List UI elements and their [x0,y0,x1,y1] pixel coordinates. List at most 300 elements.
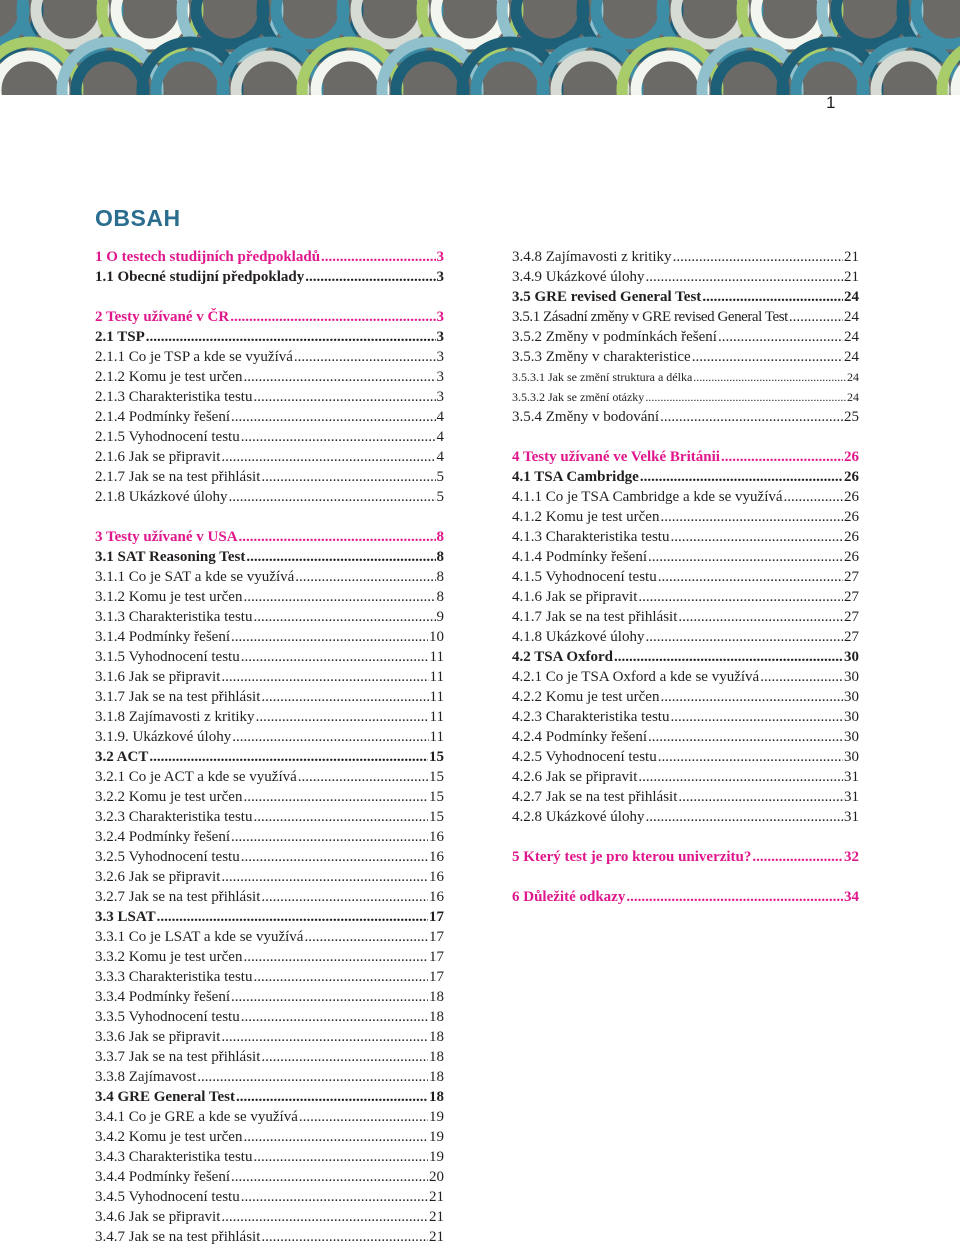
toc-entry-page: 21 [429,1209,444,1225]
toc-entry[interactable] [512,267,859,287]
toc-entry-page: 26 [844,469,859,485]
toc-leader-dots [221,1207,428,1227]
toc-leader-dots [645,807,843,827]
toc-entry-title: 4.2.1 Co je TSA Oxford a kde se využívá [512,669,760,685]
toc-entry[interactable] [512,587,859,607]
toc-entry-title: 4.2.7 Jak se na test přihlásit [512,789,678,805]
toc-leader-dots [678,787,843,807]
toc-leader-dots [241,1187,428,1207]
toc-entry-page: 5 [436,469,444,485]
toc-entry-page: 21 [844,249,859,265]
toc-entry-page: 8 [436,589,444,605]
toc-entry[interactable] [512,387,859,407]
toc-entry-page: 18 [429,1029,444,1045]
toc-entry[interactable] [512,247,859,267]
toc-entry-title: 4.2.5 Vyhodnocení testu [512,749,657,765]
toc-entry[interactable] [512,347,859,367]
toc-entry[interactable] [95,1027,444,1047]
toc-entry[interactable] [512,287,859,307]
toc-entry-page: 19 [429,1109,444,1125]
banner-ring [490,70,530,95]
toc-entry-page: 3 [436,329,444,345]
toc-entry-title: 3.4.6 Jak se připravit [95,1209,221,1225]
toc-leader-dots [246,547,435,567]
toc-leader-dots [261,467,435,487]
toc-leader-dots [239,527,436,547]
toc-entry-title: 3.1.9. Ukázkové úlohy [95,729,232,745]
toc-entry[interactable] [95,1187,444,1207]
toc-entry-title: 4.1 TSA Cambridge [512,469,639,485]
toc-leader-dots [670,527,843,547]
toc-entry-title: 3.3.7 Jak se na test přihlásit [95,1049,261,1065]
toc-entry-page: 17 [429,909,444,925]
toc-leader-dots [784,487,843,507]
toc-entry-page: 30 [844,669,859,685]
toc-entry-title: 4.2.6 Jak se připravit [512,769,638,785]
banner-ring [170,70,210,95]
toc-entry-title: 2.1.6 Jak se připravit [95,449,221,465]
banner-ring [10,70,50,95]
toc-entry-page: 3 [436,309,444,325]
toc-entry[interactable] [95,947,444,967]
toc-entry-title: 3.1.4 Podmínky řešení [95,629,230,645]
toc-leader-dots [658,567,843,587]
banner-ring [250,70,290,95]
toc-leader-dots [660,687,843,707]
toc-leader-dots [221,867,428,887]
toc-entry[interactable] [512,787,859,807]
toc-entry-title: 4.2.8 Ukázkové úlohy [512,809,645,825]
toc-entry-title: 3.2.7 Jak se na test přihlásit [95,889,261,905]
toc-entry-page: 18 [429,1089,444,1105]
toc-entry[interactable] [95,667,444,687]
toc-entry-title: 2.1 TSP [95,329,145,345]
toc-entry[interactable] [95,267,444,287]
toc-leader-dots [231,827,428,847]
toc-entry-page: 11 [429,649,444,665]
toc-entry-page: 24 [844,289,859,305]
toc-entry-page: 34 [844,889,859,905]
toc-entry-title: 3.5.3.2 Jak se změní otázky [512,390,645,404]
toc-entry-page: 20 [429,1169,444,1185]
banner-ring [570,70,610,95]
toc-entry-title: 3.1.5 Vyhodnocení testu [95,649,240,665]
toc-entry[interactable] [95,1107,444,1127]
toc-entry-title: 3.2.5 Vyhodnocení testu [95,849,240,865]
toc-entry[interactable] [95,787,444,807]
toc-heading: OBSAH [95,205,181,231]
toc-leader-dots [261,1047,428,1067]
toc-entry[interactable] [512,807,859,827]
toc-entry-page: 15 [429,809,444,825]
toc-entry[interactable] [95,1127,444,1147]
toc-entry[interactable] [95,527,444,547]
toc-leader-dots [241,847,428,867]
toc-entry-title: 3.2.2 Komu je test určen [95,789,243,805]
banner-ring [370,0,410,30]
toc-entry[interactable] [95,987,444,1007]
toc-entry[interactable] [95,687,444,707]
toc-entry-page: 17 [429,929,444,945]
toc-leader-dots [670,707,843,727]
toc-entry-title: 3.4 GRE General Test [95,1089,236,1105]
toc-leader-dots [236,1087,428,1107]
banner-ring [690,0,730,30]
toc-entry[interactable] [95,1087,444,1107]
toc-entry-title: 3.3.3 Charakteristika testu [95,969,253,985]
toc-leader-dots [645,267,843,287]
toc-entry-title: 4.1.3 Charakteristika testu [512,529,670,545]
toc-entry-title: 3.3.5 Vyhodnocení testu [95,1009,240,1025]
toc-entry-title: 3.4.1 Co je GRE a kde se využívá [95,1109,298,1125]
toc-leader-dots [658,747,843,767]
page-number: 1 [826,93,836,112]
toc-entry-title: 3.3.6 Jak se připravit [95,1029,221,1045]
toc-leader-dots [760,667,843,687]
toc-leader-dots [673,247,843,267]
toc-entry[interactable] [95,827,444,847]
toc-entry[interactable] [512,487,859,507]
toc-leader-dots [256,707,429,727]
toc-entry-page: 26 [844,489,859,505]
toc-entry-title: 3 Testy užívané v USA [95,529,238,545]
toc-leader-dots [294,347,436,367]
toc-entry-page: 24 [847,390,859,404]
toc-left-column [95,247,444,1247]
toc-entry-title: 3.4.7 Jak se na test přihlásit [95,1229,261,1245]
banner-ring [450,0,490,30]
toc-entry-page: 3 [436,369,444,385]
toc-entry[interactable] [95,427,444,447]
toc-entry-title: 3.2.1 Co je ACT a kde se využívá [95,769,297,785]
toc-entry-page: 15 [429,769,444,785]
toc-entry-page: 15 [429,789,444,805]
toc-entry-title: 3.2 ACT [95,749,149,765]
toc-leader-dots [789,307,843,327]
toc-entry[interactable] [95,1227,444,1247]
toc-entry[interactable] [95,1007,444,1027]
toc-entry[interactable] [95,747,444,767]
toc-entry-page: 30 [844,749,859,765]
toc-leader-dots [702,287,843,307]
toc-entry-title: 2.1.1 Co je TSP a kde se využívá [95,349,293,365]
toc-entry[interactable] [95,867,444,887]
toc-entry[interactable] [512,547,859,567]
toc-entry-page: 16 [429,889,444,905]
toc-entry[interactable] [95,567,444,587]
toc-entry-page: 31 [844,769,859,785]
toc-entry[interactable] [95,1147,444,1167]
toc-entry[interactable] [512,367,859,387]
banner-ring [0,0,10,30]
toc-entry-page: 18 [429,1049,444,1065]
toc-entry-page: 21 [429,1189,444,1205]
toc-entry[interactable] [512,627,859,647]
toc-entry-page: 30 [844,709,859,725]
toc-entry[interactable] [95,1047,444,1067]
banner-ring [850,0,890,30]
toc-entry[interactable] [95,1207,444,1227]
toc-entry-page: 8 [436,529,444,545]
toc-entry-page: 16 [429,849,444,865]
toc-entry[interactable] [95,847,444,867]
toc-leader-dots [149,747,428,767]
toc-leader-dots [638,767,843,787]
toc-entry-title: 2.1.8 Ukázkové úlohy [95,489,228,505]
toc-leader-dots [648,547,843,567]
toc-entry[interactable] [95,547,444,567]
toc-entry-page: 32 [844,849,859,865]
toc-leader-dots [253,387,435,407]
toc-entry-page: 4 [436,429,444,445]
banner-ring [90,70,130,95]
toc-leader-dots [241,1007,428,1027]
toc-leader-dots [305,267,435,287]
toc-entry[interactable] [512,567,859,587]
toc-entry[interactable] [512,407,859,427]
toc-entry-page: 3 [436,389,444,405]
toc-leader-dots [253,807,428,827]
toc-entry[interactable] [95,247,444,267]
toc-entry[interactable] [95,447,444,467]
toc-entry[interactable] [512,767,859,787]
toc-entry-title: 3.3.2 Komu je test určen [95,949,243,965]
toc-entry-page: 30 [844,649,859,665]
toc-leader-dots [261,887,428,907]
toc-entry-title: 4.2.3 Charakteristika testu [512,709,670,725]
toc-entry[interactable] [95,767,444,787]
toc-entry-title: 4.1.5 Vyhodnocení testu [512,569,657,585]
toc-leader-dots [253,607,435,627]
toc-entry-title: 4.1.4 Podmínky řešení [512,549,647,565]
toc-entry-title: 2 Testy užívané v ČR [95,309,230,325]
toc-entry-title: 3.1.8 Zajímavosti z kritiky [95,709,255,725]
toc-entry[interactable] [95,727,444,747]
toc-leader-dots [253,967,428,987]
toc-leader-dots [752,847,843,867]
toc-leader-dots [230,307,435,327]
toc-entry-title: 4.2 TSA Oxford [512,649,613,665]
toc-entry-title: 3.5.4 Změny v bodování [512,409,660,425]
toc-leader-dots [678,607,843,627]
toc-entry[interactable] [512,607,859,627]
toc-entry-title: 3.3.4 Podmínky řešení [95,989,230,1005]
toc-entry-title: 3.5.3.1 Jak se změní struktura a délka [512,370,693,384]
toc-entry-page: 26 [844,509,859,525]
toc-entry-page: 26 [844,449,859,465]
toc-entry[interactable] [95,927,444,947]
toc-entry[interactable] [512,307,859,327]
toc-leader-dots [321,247,435,267]
toc-entry-page: 19 [429,1149,444,1165]
toc-entry-title: 3.1.1 Co je SAT a kde se využívá [95,569,295,585]
toc-entry[interactable] [95,887,444,907]
toc-leader-dots [645,387,846,407]
toc-entry-title: 3.2.4 Podmínky řešení [95,829,230,845]
toc-leader-dots [295,567,435,587]
toc-entry[interactable] [95,387,444,407]
banner-ring [410,70,450,95]
toc-entry-page: 18 [429,1069,444,1085]
toc-entry-title: 3.4.9 Ukázkové úlohy [512,269,645,285]
toc-entry-page: 26 [844,529,859,545]
toc-leader-dots [614,647,843,667]
toc-entry[interactable] [95,647,444,667]
decorative-banner [0,0,960,95]
toc-leader-dots [693,367,846,387]
toc-entry-page: 24 [847,370,859,384]
banner-ring [890,70,930,95]
toc-entry-title: 3.4.3 Charakteristika testu [95,1149,253,1165]
toc-entry-title: 3.4.8 Zajímavosti z kritiky [512,249,672,265]
toc-entry-page: 24 [844,309,859,325]
toc-leader-dots [253,1147,428,1167]
toc-entry-page: 5 [436,489,444,505]
toc-entry-page: 8 [436,569,444,585]
toc-entry[interactable] [512,747,859,767]
toc-leader-dots [640,467,843,487]
toc-leader-dots [638,587,843,607]
toc-entry[interactable] [512,887,859,907]
toc-leader-dots [197,1067,428,1087]
toc-entry[interactable] [95,307,444,327]
toc-entry[interactable] [95,347,444,367]
toc-entry-title: 2.1.5 Vyhodnocení testu [95,429,240,445]
toc-entry-page: 3 [436,269,444,285]
toc-entry[interactable] [95,407,444,427]
toc-entry[interactable] [512,327,859,347]
toc-entry[interactable] [95,607,444,627]
toc-leader-dots [243,367,435,387]
toc-leader-dots [298,767,428,787]
toc-entry[interactable] [512,447,859,467]
toc-entry[interactable] [95,487,444,507]
toc-leader-dots [231,987,428,1007]
toc-entry[interactable] [95,1167,444,1187]
toc-entry-title: 4.1.1 Co je TSA Cambridge a kde se využívá [512,489,783,505]
toc-leader-dots [146,327,436,347]
toc-entry-title: 4.1.7 Jak se na test přihlásit [512,609,678,625]
toc-entry-page: 30 [844,729,859,745]
toc-entry-page: 11 [429,709,444,725]
toc-entry[interactable] [95,1067,444,1087]
toc-entry[interactable] [512,527,859,547]
toc-entry-page: 24 [844,349,859,365]
toc-entry[interactable] [95,587,444,607]
toc-entry-title: 3.2.3 Charakteristika testu [95,809,253,825]
toc-entry-page: 19 [429,1129,444,1145]
banner-ring [330,70,370,95]
toc-entry-page: 16 [429,829,444,845]
toc-leader-dots [241,427,436,447]
toc-entry-page: 15 [429,749,444,765]
toc-entry[interactable] [512,507,859,527]
toc-leader-dots [231,627,428,647]
toc-entry[interactable] [512,687,859,707]
toc-entry-page: 16 [429,869,444,885]
toc-leader-dots [221,447,435,467]
toc-leader-dots [243,787,428,807]
toc-leader-dots [645,627,843,647]
toc-entry-page: 31 [844,789,859,805]
toc-entry[interactable] [95,627,444,647]
toc-entry-title: 3.3.1 Co je LSAT a kde se využívá [95,929,304,945]
toc-entry-title: 3.1.6 Jak se připravit [95,669,221,685]
toc-leader-dots [241,647,429,667]
toc-leader-dots [232,727,428,747]
banner-ring [810,70,850,95]
toc-entry-page: 30 [844,689,859,705]
toc-entry-page: 24 [844,329,859,345]
banner-ring [610,0,650,30]
toc-entry[interactable] [95,707,444,727]
toc-entry-title: 3.5.3 Změny v charakteristice [512,349,691,365]
toc-entry-page: 27 [844,589,859,605]
toc-entry-page: 3 [436,249,444,265]
toc-entry-page: 11 [429,689,444,705]
toc-leader-dots [231,1167,428,1187]
toc-entry[interactable] [95,367,444,387]
toc-entry-title: 3.4.4 Podmínky řešení [95,1169,230,1185]
toc-entry-page: 21 [429,1229,444,1245]
toc-leader-dots [261,1227,428,1247]
toc-entry-title: 3.4.5 Vyhodnocení testu [95,1189,240,1205]
toc-entry[interactable] [512,647,859,667]
toc-entry-title: 2.1.4 Podmínky řešení [95,409,230,425]
toc-entry-title: 2.1.7 Jak se na test přihlásit [95,469,261,485]
toc-leader-dots [648,727,843,747]
toc-leader-dots [299,1107,428,1127]
toc-right-column [512,247,859,907]
toc-entry-title: 3.2.6 Jak se připravit [95,869,221,885]
toc-leader-dots [692,347,843,367]
banner-ring [650,70,690,95]
toc-entry-title: 4.2.2 Komu je test určen [512,689,660,705]
toc-leader-dots [243,947,428,967]
toc-leader-dots [721,447,843,467]
toc-entry[interactable] [512,727,859,747]
banner-ring [770,0,810,30]
toc-entry-title: 3.3 LSAT [95,909,156,925]
toc-entry[interactable] [95,467,444,487]
toc-entry-title: 2.1.3 Charakteristika testu [95,389,253,405]
toc-leader-dots [626,887,843,907]
toc-leader-dots [660,507,843,527]
toc-entry[interactable] [512,707,859,727]
toc-leader-dots [261,687,428,707]
toc-entry[interactable] [512,467,859,487]
toc-entry-title: 3.1 SAT Reasoning Test [95,549,246,565]
toc-entry-page: 11 [429,669,444,685]
toc-entry[interactable] [95,807,444,827]
toc-entry-title: 4.2.4 Podmínky řešení [512,729,647,745]
toc-entry-page: 10 [429,629,444,645]
toc-entry-title: 3.4.2 Komu je test určen [95,1129,243,1145]
toc-entry-page: 8 [436,549,444,565]
toc-leader-dots [718,327,843,347]
toc-entry-page: 17 [429,969,444,985]
toc-entry[interactable] [95,967,444,987]
toc-entry[interactable] [512,847,859,867]
toc-entry[interactable] [95,327,444,347]
toc-entry[interactable] [512,667,859,687]
toc-entry-page: 4 [436,409,444,425]
toc-entry-page: 26 [844,549,859,565]
toc-leader-dots [221,667,428,687]
toc-entry-page: 27 [844,569,859,585]
toc-entry[interactable] [95,907,444,927]
toc-entry-title: 3.1.2 Komu je test určen [95,589,243,605]
